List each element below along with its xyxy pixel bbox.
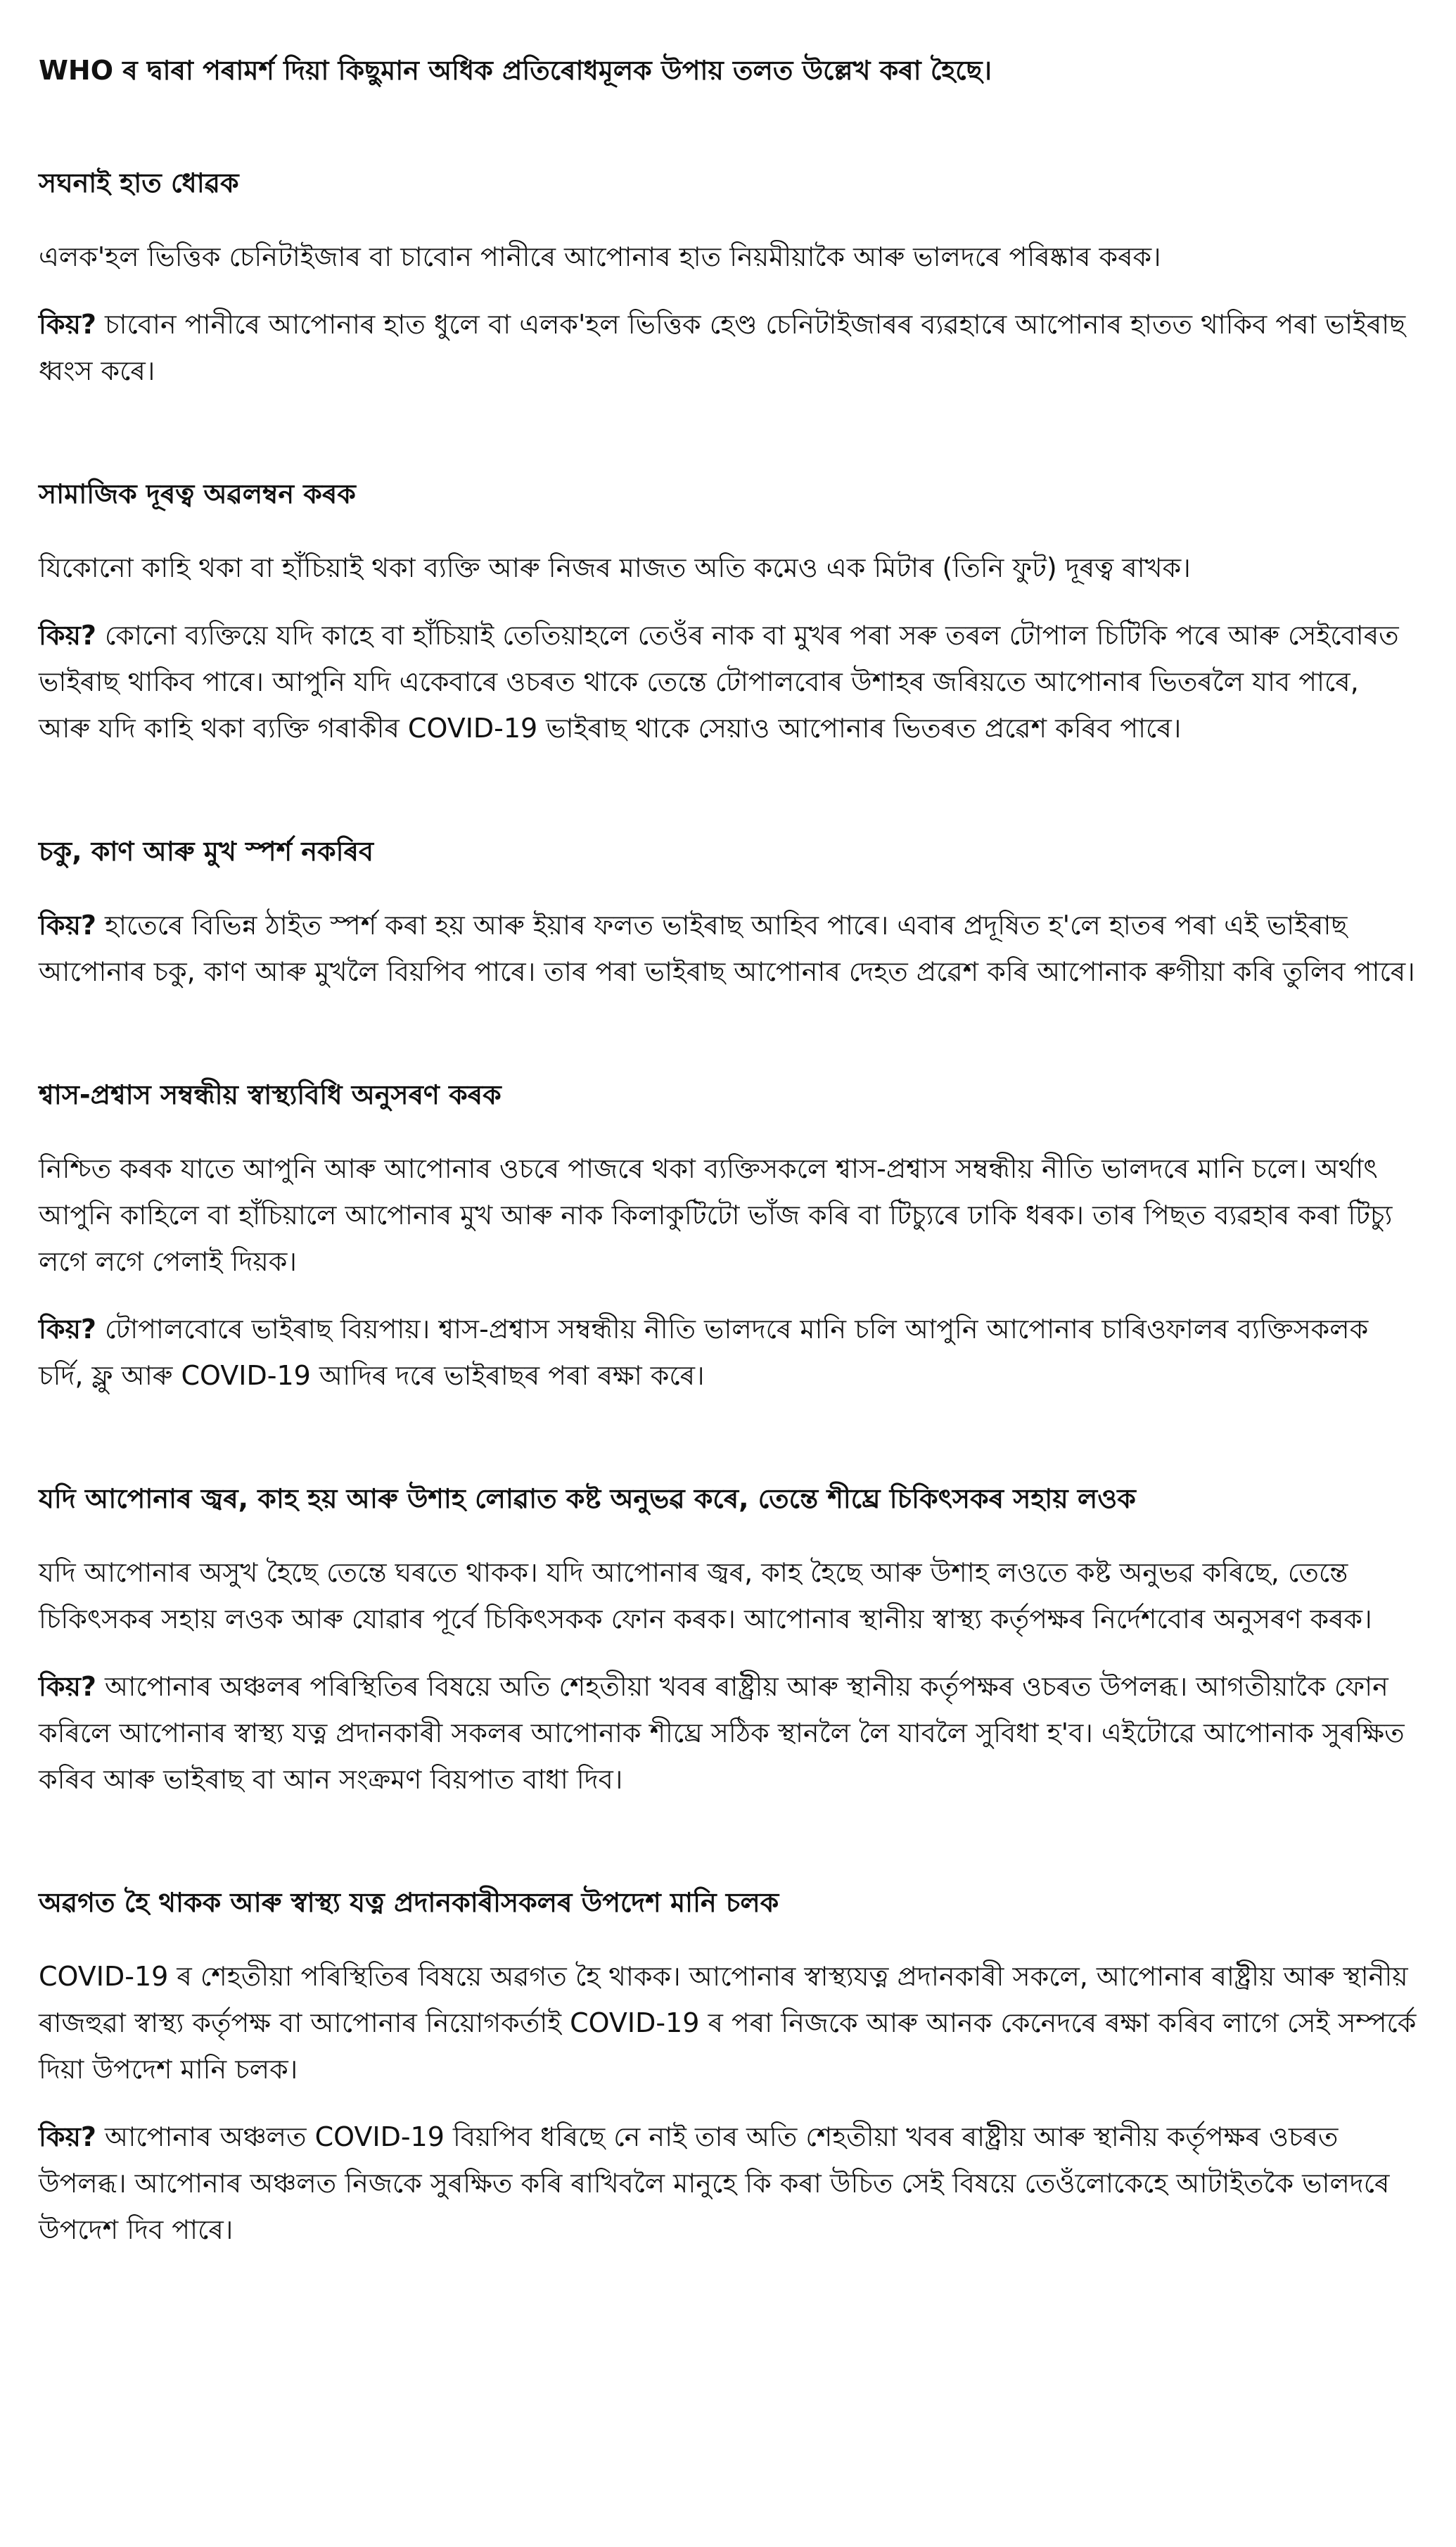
why-text: চাবোন পানীৰে আপোনাৰ হাত ধুলে বা এলক'হল ভিত্তিক হেণ্ড চেনিটাইজাৰৰ ব্যৱহাৰে আপোনাৰ হাতত থাকিব পৰা ভাইৰাছ ধ্বংস কৰে। <box>39 309 1406 386</box>
section-body: COVID-19 ৰ শেহতীয়া পৰিস্থিতিৰ বিষয়ে অৱগত হৈ থাকক। আপোনাৰ স্বাস্থ্যযত্ন প্ৰদানকাৰী সকলে, আপোনাৰ ৰাষ্ট্ৰীয় আৰু স্থানীয় ৰাজহুৱা স্বাস্থ্য কৰ্তৃপক্ষ বা আপোনাৰ নিয়োগকৰ্তাই COVID-19 ৰ পৰা নিজকে আৰু আনক কেনেদৰে ৰক্ষা কৰিব লাগে সেই সম্পৰ্কে দিয়া উপদেশ মানি চলক। <box>39 1961 1417 2085</box>
section-heading: চকু, কাণ আৰু মুখ স্পৰ্শ নকৰিব <box>39 836 374 867</box>
document-page <box>39 49 1417 2332</box>
why-label: কিয়? <box>39 620 96 651</box>
intro-heading: WHO ৰ দ্বাৰা পৰামৰ্শ দিয়া কিছুমান অধিক প্ৰতিৰোধমূলক উপায় তলত উল্লেখ কৰা হৈছে। <box>39 55 992 86</box>
section-stay-informed <box>39 1881 1417 2253</box>
section-why <box>39 1663 1417 1803</box>
why-text: আপোনাৰ অঞ্চলৰ পৰিস্থিতিৰ বিষয়ে অতি শেহতীয়া খবৰ ৰাষ্ট্ৰীয় আৰু স্থানীয় কৰ্তৃপক্ষৰ ওচৰত উপলব্ধ। আগতীয়াকৈ ফোন কৰিলে আপোনাৰ স্বাস্থ্য যত্ন প্ৰদানকাৰী সকলৰ আপোনাক শীঘ্ৰে সঠিক স্থানলৈ লৈ যাবলৈ সুবিধা হ'ব। এইটোৱে আপোনাক সুৰক্ষিত কৰিব আৰু ভাইৰাছ বা আন সংক্ৰমণ বিয়পাত বাধা দিব। <box>39 1671 1405 1795</box>
why-text: টোপালবোৰে ভাইৰাছ বিয়পায়। শ্বাস-প্ৰশ্বাস সম্বন্ধীয় নীতি ভালদৰে মানি চলি আপুনি আপোনাৰ চাৰিওফালৰ ব্যক্তিসকলক চৰ্দি, ফ্লু আৰু COVID-19 আদিৰ দৰে ভাইৰাছৰ পৰা ৰক্ষা কৰে। <box>39 1314 1369 1391</box>
section-body: নিশ্চিত কৰক যাতে আপুনি আৰু আপোনাৰ ওচৰে পাজৰে থকা ব্যক্তিসকলে শ্বাস-প্ৰশ্বাস সম্বন্ধীয় নীতি ভালদৰে মানি চলে। অৰ্থাৎ আপুনি কাহিলে বা হাঁচিয়ালে আপোনাৰ মুখ আৰু নাক কিলাকুটিটো ভাঁজ কৰি বা টিচ্যুৰে ঢাকি ধৰক। তাৰ পিছত ব্যৱহাৰ কৰা টিচ্যু লগে লগে পেলাই দিয়ক। <box>39 1153 1393 1277</box>
section-heading: যদি আপোনাৰ জ্বৰ, কাহ হয় আৰু উশাহ লোৱাত কষ্ট অনুভৱ কৰে, তেন্তে শীঘ্ৰে চিকিৎসকৰ সহায় লওক <box>39 1483 1136 1514</box>
why-text: কোনো ব্যক্তিয়ে যদি কাহে বা হাঁচিয়াই তেতিয়াহলে তেওঁৰ নাক বা মুখৰ পৰা সৰু তৰল টোপাল চিটিকি পৰে আৰু সেইবোৰত ভাইৰাছ থাকিব পাৰে। আপুনি যদি একেবাৰে ওচৰত থাকে তেন্তে টোপালবোৰ উশাহৰ জৰিয়তে আপোনাৰ ভিতৰলৈ যাব পাৰে, আৰু যদি কাহি থকা ব্যক্তি গৰাকীৰ COVID-19 ভাইৰাছ থাকে সেয়াও আপোনাৰ ভিতৰত প্ৰৱেশ কৰিব পাৰে। <box>39 620 1399 744</box>
section-body: এলক'হল ভিত্তিক চেনিটাইজাৰ বা চাবোন পানীৰে আপোনাৰ হাত নিয়মীয়াকৈ আৰু ভালদৰে পৰিষ্কাৰ কৰক। <box>39 241 1161 272</box>
section-social-distancing <box>39 473 1417 751</box>
section-why <box>39 2114 1417 2253</box>
why-label: কিয়? <box>39 1671 96 1702</box>
section-seek-medical-care <box>39 1478 1417 1803</box>
section-hand-washing <box>39 162 1417 394</box>
section-avoid-touching-face <box>39 830 1417 995</box>
section-why <box>39 1306 1417 1399</box>
why-text: আপোনাৰ অঞ্চলত COVID-19 বিয়পিব ধৰিছে নে নাই তাৰ অতি শেহতীয়া খবৰ ৰাষ্ট্ৰীয় আৰু স্থানীয় কৰ্তৃপক্ষৰ ওচৰত উপলব্ধ। আপোনাৰ অঞ্চলত নিজকে সুৰক্ষিত কৰি ৰাখিবলৈ মানুহে কি কৰা উচিত সেই বিষয়ে তেওঁলোকেহে আটাইতকৈ ভালদৰে উপদেশ দিব পাৰে। <box>39 2121 1390 2245</box>
why-label: কিয়? <box>39 309 96 340</box>
section-why <box>39 301 1417 394</box>
section-heading: সামাজিক দূৰত্ব অৱলম্বন কৰক <box>39 478 356 509</box>
section-heading: সঘনাই হাত ধোৱক <box>39 167 239 198</box>
why-text: হাতেৰে বিভিন্ন ঠাইত স্পৰ্শ কৰা হয় আৰু ইয়াৰ ফলত ভাইৰাছ আহিব পাৰে। এবাৰ প্ৰদূষিত হ'লে হাতৰ পৰা এই ভাইৰাছ আপোনাৰ চকু, কাণ আৰু মুখলৈ বিয়পিব পাৰে। তাৰ পৰা ভাইৰাছ আপোনাৰ দেহত প্ৰৱেশ কৰি আপোনাক ৰুগীয়া কৰি তুলিব পাৰে। <box>39 910 1415 987</box>
section-heading: শ্বাস-প্ৰশ্বাস সম্বন্ধীয় স্বাস্থ্যবিধি অনুসৰণ কৰক <box>39 1079 502 1110</box>
why-label: কিয়? <box>39 1314 96 1345</box>
section-respiratory-hygiene <box>39 1074 1417 1399</box>
why-label: কিয়? <box>39 910 96 941</box>
section-body: যিকোনো কাহি থকা বা হাঁচিয়াই থকা ব্যক্তি আৰু নিজৰ মাজত অতি কমেও এক মিটাৰ (তিনি ফুট) দূৰত্ব ৰাখক। <box>39 552 1191 583</box>
section-why <box>39 902 1417 995</box>
why-label: কিয়? <box>39 2121 96 2152</box>
section-heading: অৱগত হৈ থাকক আৰু স্বাস্থ্য যত্ন প্ৰদানকাৰীসকলৰ উপদেশ মানি চলক <box>39 1887 779 1918</box>
section-why <box>39 612 1417 751</box>
section-body: যদি আপোনাৰ অসুখ হৈছে তেন্তে ঘৰতে থাকক। যদি আপোনাৰ জ্বৰ, কাহ হৈছে আৰু উশাহ লওতে কষ্ট অনুভৱ কৰিছে, তেন্তে চিকিৎসকৰ সহায় লওক আৰু যোৱাৰ পূৰ্বে চিকিৎসকক ফোন কৰক। আপোনাৰ স্থানীয় স্বাস্থ্য কৰ্তৃপক্ষৰ নিৰ্দেশবোৰ অনুসৰণ কৰক। <box>39 1557 1372 1634</box>
